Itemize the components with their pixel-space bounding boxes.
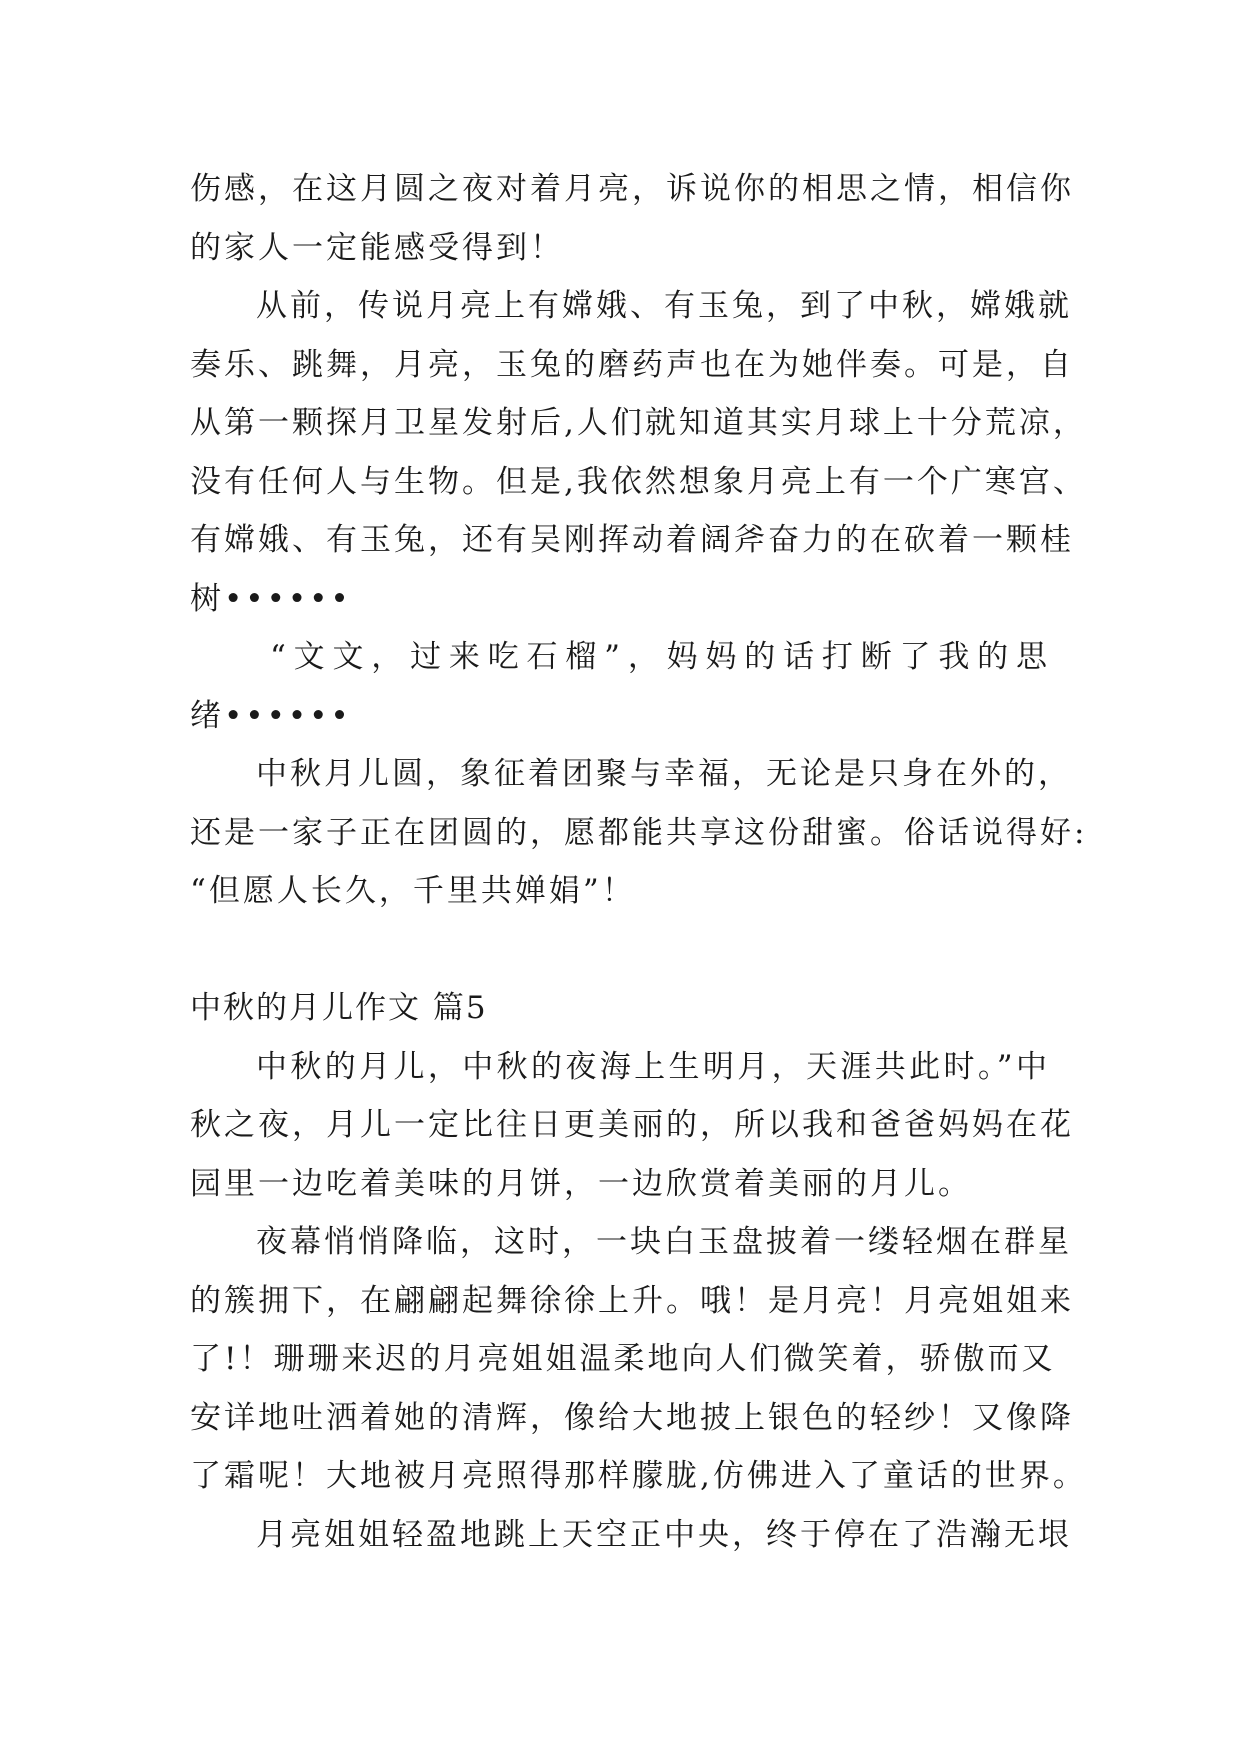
- paragraph-3: [190, 628, 1050, 745]
- text-line: 绪••••••: [190, 697, 352, 734]
- text-line: 的家人一定能感受得到！: [190, 229, 564, 266]
- text-line: 秋之夜，月儿一定比往日更美丽的，所以我和爸爸妈妈在花: [190, 1107, 1074, 1143]
- text-line: 了霜呢！大地被月亮照得那样朦胧,仿佛进入了童话的世界。: [190, 1458, 1087, 1494]
- text-line: “文文，过来吃石榴”，妈妈的话打断了我的思: [270, 639, 1050, 675]
- paragraph-5: [190, 1038, 1074, 1214]
- text-line: 还是一家子正在团圆的，愿都能共享这份甜蜜。俗话说得好:: [190, 814, 1088, 851]
- paragraph-6: [190, 1213, 1087, 1506]
- text-line: 中秋的月儿，中秋的夜海上生明月，天涯共此时。”中: [256, 1048, 1050, 1085]
- text-line: 从前，传说月亮上有嫦娥、有玉兔，到了中秋，嫦娥就: [256, 288, 1072, 324]
- text-line: 月亮姐姐轻盈地跳上天空正中央，终于停在了浩瀚无垠: [256, 1516, 1072, 1553]
- text-line: 中秋月儿圆，象征着团聚与幸福，无论是只身在外的，: [256, 756, 1072, 792]
- text-line: 伤感，在这月圆之夜对着月亮，诉说你的相思之情，相信你: [190, 171, 1074, 207]
- text-line: 园里一边吃着美味的月饼，一边欣赏着美丽的月儿。: [190, 1165, 972, 1202]
- text-line: 夜幕悄悄降临，这时，一块白玉盘披着一缕轻烟在群星: [256, 1224, 1072, 1260]
- paragraph-1: [190, 160, 1074, 277]
- section-heading: 中秋的月儿作文 篇5: [190, 990, 488, 1026]
- text-line: 树••••••: [190, 580, 352, 617]
- paragraph-7: [190, 1506, 1072, 1565]
- text-line: 了!！珊珊来迟的月亮姐姐温柔地向人们微笑着，骄傲而又: [190, 1341, 1056, 1377]
- text-line: 安详地吐洒着她的清辉，像给大地披上银色的轻纱！又像降: [190, 1399, 1074, 1436]
- paragraph-4: [190, 745, 1088, 921]
- text-line: 有嫦娥、有玉兔，还有吴刚挥动着阔斧奋力的在砍着一颗桂: [190, 522, 1074, 558]
- text-line: 奏乐、跳舞，月亮，玉兔的磨药声也在为她伴奏。可是，自: [190, 346, 1074, 383]
- text-line: “但愿人长久，千里共婵娟”！: [190, 873, 636, 909]
- text-line: 的簇拥下，在翩翩起舞徐徐上升。哦！是月亮！月亮姐姐来: [190, 1282, 1074, 1319]
- paragraph-2: [190, 277, 1087, 628]
- text-line: 没有任何人与生物。但是,我依然想象月亮上有一个广寒宫、: [190, 463, 1087, 500]
- document-page: [190, 160, 1088, 1564]
- section-gap: [190, 921, 1050, 980]
- text-line: 从第一颗探月卫星发射后,人们就知道其实月球上十分荒凉，: [190, 405, 1087, 441]
